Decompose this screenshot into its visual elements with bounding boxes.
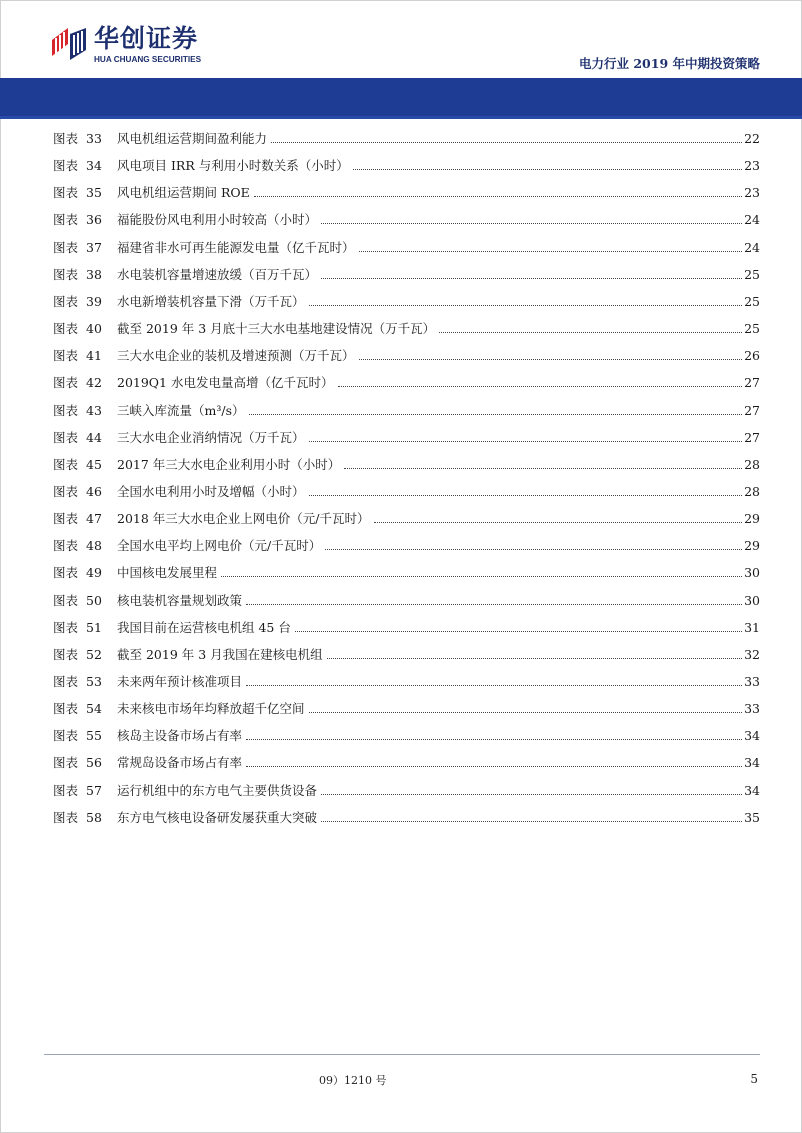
toc-entry-page: 26: [744, 348, 760, 364]
toc-entry-title: 2018 年三大水电企业上网电价（元/千瓦时）: [117, 511, 370, 527]
toc-entry-body: [117, 428, 760, 448]
report-title: 电力行业 2019 年中期投资策略: [579, 56, 760, 71]
logo-chinese-name: 华创证券: [94, 24, 199, 53]
toc-entry-label: 图表: [53, 755, 79, 771]
toc-entry[interactable]: [0, 563, 802, 583]
toc-entry[interactable]: [0, 156, 802, 176]
toc-entry-body: [117, 563, 760, 583]
toc-entry-number: 39: [86, 293, 102, 309]
toc-entry-title: 风电项目 IRR 与利用小时数关系（小时）: [117, 158, 349, 174]
toc-dot-leader: [271, 141, 742, 143]
toc-entry-number: 33: [86, 131, 102, 146]
toc-entry-label: 图表: [53, 321, 79, 337]
toc-entry[interactable]: [0, 401, 802, 421]
toc-entry-page: 35: [744, 809, 760, 825]
toc-entry-label: 图表: [53, 375, 79, 391]
toc-entry-title: 2019Q1 水电发电量高增（亿千瓦时）: [117, 375, 334, 391]
toc-entry-label: 图表: [53, 728, 79, 744]
toc-entry-body: [117, 156, 760, 176]
toc-entry-number: 56: [86, 755, 102, 771]
toc-dot-leader: [344, 467, 742, 469]
toc-entry-title: 风电机组运营期间盈利能力: [117, 131, 268, 146]
toc-entry-number: 40: [86, 321, 102, 337]
toc-dot-leader: [327, 657, 742, 659]
page-number: 5: [750, 1072, 758, 1086]
toc-entry-title: 中国核电发展里程: [117, 565, 218, 581]
toc-entry-page: 34: [744, 755, 760, 771]
toc-dot-leader: [325, 548, 742, 550]
toc-entry-body: [117, 319, 760, 339]
toc-entry-page: 23: [744, 158, 760, 174]
footer-license-text: 09）1210 号: [319, 1074, 387, 1087]
toc-entry[interactable]: [0, 645, 802, 665]
toc-entry[interactable]: [0, 210, 802, 230]
toc-entry-label: 图表: [53, 239, 79, 255]
logo-english-name: HUA CHUANG SECURITIES: [94, 55, 202, 64]
toc-entry-body: [117, 292, 760, 312]
toc-dot-leader: [321, 277, 742, 279]
toc-entry-label: 图表: [53, 348, 79, 364]
toc-entry-title: 常规岛设备市场占有率: [117, 755, 243, 771]
toc-entry-page: 25: [744, 293, 760, 309]
toc-entry-number: 35: [86, 185, 102, 201]
toc-entry[interactable]: [0, 618, 802, 638]
toc-entry-number: 48: [86, 538, 102, 554]
toc-entry-title: 三峡入库流量（m³/s）: [117, 402, 245, 418]
toc-entry-number: 54: [86, 701, 102, 717]
toc-entry-label: 图表: [53, 592, 79, 608]
toc-entry[interactable]: [0, 726, 802, 746]
toc-entry[interactable]: [0, 428, 802, 448]
toc-entry-page: 27: [744, 375, 760, 391]
toc-entry-number: 51: [86, 619, 102, 635]
toc-entry-page: 25: [744, 266, 760, 282]
toc-dot-leader: [246, 603, 742, 605]
toc-entry-label: 图表: [53, 646, 79, 662]
toc-entry-page: 24: [744, 239, 760, 255]
toc-entry-label: 图表: [53, 158, 79, 174]
toc-entry-number: 53: [86, 674, 102, 689]
toc-entry-number: 47: [86, 511, 102, 527]
header-band-rule: [0, 116, 802, 119]
toc-entry-title: 运行机组中的东方电气主要供货设备: [117, 782, 318, 798]
toc-dot-leader: [246, 738, 742, 740]
toc-entry-number: 50: [86, 592, 102, 608]
toc-entry-label: 图表: [53, 456, 79, 472]
toc-entry[interactable]: [0, 808, 802, 828]
toc-entry-title: 核岛主设备市场占有率: [117, 728, 243, 744]
header-band: [0, 78, 802, 116]
toc-dot-leader: [246, 684, 742, 686]
toc-entry-label: 图表: [53, 809, 79, 825]
toc-dot-leader: [439, 331, 742, 333]
toc-dot-leader: [359, 250, 743, 252]
toc-entry-label: 图表: [53, 674, 79, 689]
toc-entry-label: 图表: [53, 293, 79, 309]
toc-entry-body: [117, 645, 760, 665]
toc-entry-label: 图表: [53, 402, 79, 418]
toc-entry-number: 46: [86, 483, 102, 499]
toc-entry-label: 图表: [53, 511, 79, 527]
toc-dot-leader: [353, 168, 742, 170]
toc-entry-label: 图表: [53, 483, 79, 499]
toc-entry-number: 34: [86, 158, 102, 174]
toc-entry-title: 三大水电企业消纳情况（万千瓦）: [117, 429, 305, 445]
toc-entry-page: 28: [744, 483, 760, 499]
toc-entry-number: 43: [86, 402, 102, 418]
toc-entry[interactable]: [0, 781, 802, 801]
toc-entry-label: 图表: [53, 429, 79, 445]
toc-entry-body: [117, 726, 760, 746]
page-header: [0, 0, 802, 120]
toc-dot-leader: [221, 575, 742, 577]
toc-entry-label: 图表: [53, 565, 79, 581]
toc-entry-title: 未来两年预计核准项目: [117, 674, 243, 689]
toc-entry-page: 33: [744, 701, 760, 717]
toc-entry-label: 图表: [53, 619, 79, 635]
toc-dot-leader: [254, 195, 742, 197]
company-logo: [52, 22, 212, 68]
toc-entry-number: 36: [86, 212, 102, 228]
toc-entry-page: 34: [744, 782, 760, 798]
toc-entry-title: 全国水电平均上网电价（元/千瓦时）: [117, 538, 322, 554]
toc-entry-number: 57: [86, 782, 102, 798]
toc-entry[interactable]: [0, 753, 802, 773]
toc-entry-page: 23: [744, 185, 760, 201]
toc-entry-label: 图表: [53, 701, 79, 717]
toc-entry-body: [117, 672, 760, 692]
toc-entry-body: [117, 536, 760, 556]
toc-entry[interactable]: [0, 699, 802, 719]
toc-entry-body: [117, 808, 760, 828]
toc-dot-leader: [309, 711, 743, 713]
toc-entry-body: [117, 346, 760, 366]
toc-entry-body: [117, 618, 760, 638]
toc-dot-leader: [321, 793, 742, 795]
toc-entry-body: [117, 699, 760, 719]
toc-entry-body: [117, 455, 760, 475]
toc-entry-number: 38: [86, 266, 102, 282]
toc-entry-page: 30: [744, 592, 760, 608]
toc-entry-body: [117, 401, 760, 421]
toc-dot-leader: [321, 222, 742, 224]
toc-entry-title: 截至 2019 年 3 月底十三大水电基地建设情况（万千瓦）: [117, 321, 436, 337]
toc-entry-body: [117, 129, 760, 149]
footer-rule: [44, 1054, 760, 1055]
toc-dot-leader: [309, 304, 743, 306]
toc-entry-title: 水电新增装机容量下滑（万千瓦）: [117, 293, 305, 309]
toc-entry-title: 风电机组运营期间 ROE: [117, 185, 250, 201]
toc-entry-label: 图表: [53, 266, 79, 282]
toc-entry-title: 2017 年三大水电企业利用小时（小时）: [117, 456, 341, 472]
toc-entry[interactable]: [0, 672, 802, 692]
toc-entry-page: 27: [744, 429, 760, 445]
toc-entry-title: 三大水电企业的装机及增速预测（万千瓦）: [117, 348, 355, 364]
toc-entry-body: [117, 265, 760, 285]
toc-entry-title: 福能股份风电利用小时较高（小时）: [117, 212, 318, 228]
toc-entry-body: [117, 781, 760, 801]
toc-entry-number: 52: [86, 646, 102, 662]
toc-entry-label: 图表: [53, 538, 79, 554]
toc-entry-page: 31: [744, 619, 760, 635]
toc-entry-page: 24: [744, 212, 760, 228]
toc-entry-title: 水电装机容量增速放缓（百万千瓦）: [117, 266, 318, 282]
toc-entry-number: 55: [86, 728, 102, 744]
toc-entry-body: [117, 210, 760, 230]
toc-entry-title: 我国目前在运营核电机组 45 台: [117, 619, 291, 635]
toc-entry-number: 41: [86, 348, 102, 364]
toc-entry-page: 29: [744, 538, 760, 554]
toc-entry-page: 28: [744, 456, 760, 472]
toc-entry-body: [117, 238, 760, 258]
toc-entry-body: [117, 482, 760, 502]
toc-dot-leader: [295, 630, 742, 632]
toc-entry-number: 42: [86, 375, 102, 391]
toc-dot-leader: [246, 765, 742, 767]
toc-entry-body: [117, 509, 760, 529]
toc-entry-number: 58: [86, 809, 102, 825]
toc-entry-title: 截至 2019 年 3 月我国在建核电机组: [117, 646, 323, 662]
toc-entry[interactable]: [0, 183, 802, 203]
toc-entry-page: 34: [744, 728, 760, 744]
toc-entry[interactable]: [0, 129, 802, 149]
toc-entry[interactable]: [0, 482, 802, 502]
toc-entry-number: 45: [86, 456, 102, 472]
toc-entry-number: 37: [86, 239, 102, 255]
toc-entry-page: 30: [744, 565, 760, 581]
toc-entry-number: 44: [86, 429, 102, 445]
toc-entry-title: 全国水电利用小时及增幅（小时）: [117, 483, 305, 499]
toc-entry-page: 32: [744, 646, 760, 662]
toc-entry-title: 福建省非水可再生能源发电量（亿千瓦时）: [117, 239, 355, 255]
toc-entry-title: 核电装机容量规划政策: [117, 592, 243, 608]
toc-entry[interactable]: [0, 319, 802, 339]
toc-entry-body: [117, 753, 760, 773]
toc-entry-label: 图表: [53, 131, 79, 146]
toc-entry-label: 图表: [53, 212, 79, 228]
logo-mark-icon: [52, 26, 88, 62]
toc-entry-page: 29: [744, 511, 760, 527]
toc-dot-leader: [309, 440, 743, 442]
toc-entry[interactable]: [0, 591, 802, 611]
toc-entry-page: 25: [744, 321, 760, 337]
toc-entry-body: [117, 373, 760, 393]
toc-dot-leader: [359, 358, 743, 360]
toc-entry[interactable]: [0, 373, 802, 393]
toc-entry[interactable]: [0, 346, 802, 366]
toc-entry[interactable]: [0, 265, 802, 285]
toc-entry[interactable]: [0, 292, 802, 312]
toc-entry-page: 33: [744, 674, 760, 689]
toc-dot-leader: [309, 494, 743, 496]
toc-entry-number: 49: [86, 565, 102, 581]
toc-entry-page: 22: [744, 131, 760, 146]
toc-entry[interactable]: [0, 455, 802, 475]
toc-dot-leader: [249, 413, 743, 415]
toc-entry-label: 图表: [53, 185, 79, 201]
toc-dot-leader: [338, 385, 743, 387]
toc-entry[interactable]: [0, 509, 802, 529]
toc-entry[interactable]: [0, 238, 802, 258]
toc-dot-leader: [374, 521, 743, 523]
toc-entry-label: 图表: [53, 782, 79, 798]
toc-entry-page: 27: [744, 402, 760, 418]
toc-entry-title: 未来核电市场年均释放超千亿空间: [117, 701, 305, 717]
toc-dot-leader: [321, 820, 742, 822]
toc-entry-title: 东方电气核电设备研发屡获重大突破: [117, 809, 318, 825]
toc-entry-body: [117, 591, 760, 611]
toc-entry-body: [117, 183, 760, 203]
toc-entry[interactable]: [0, 536, 802, 556]
